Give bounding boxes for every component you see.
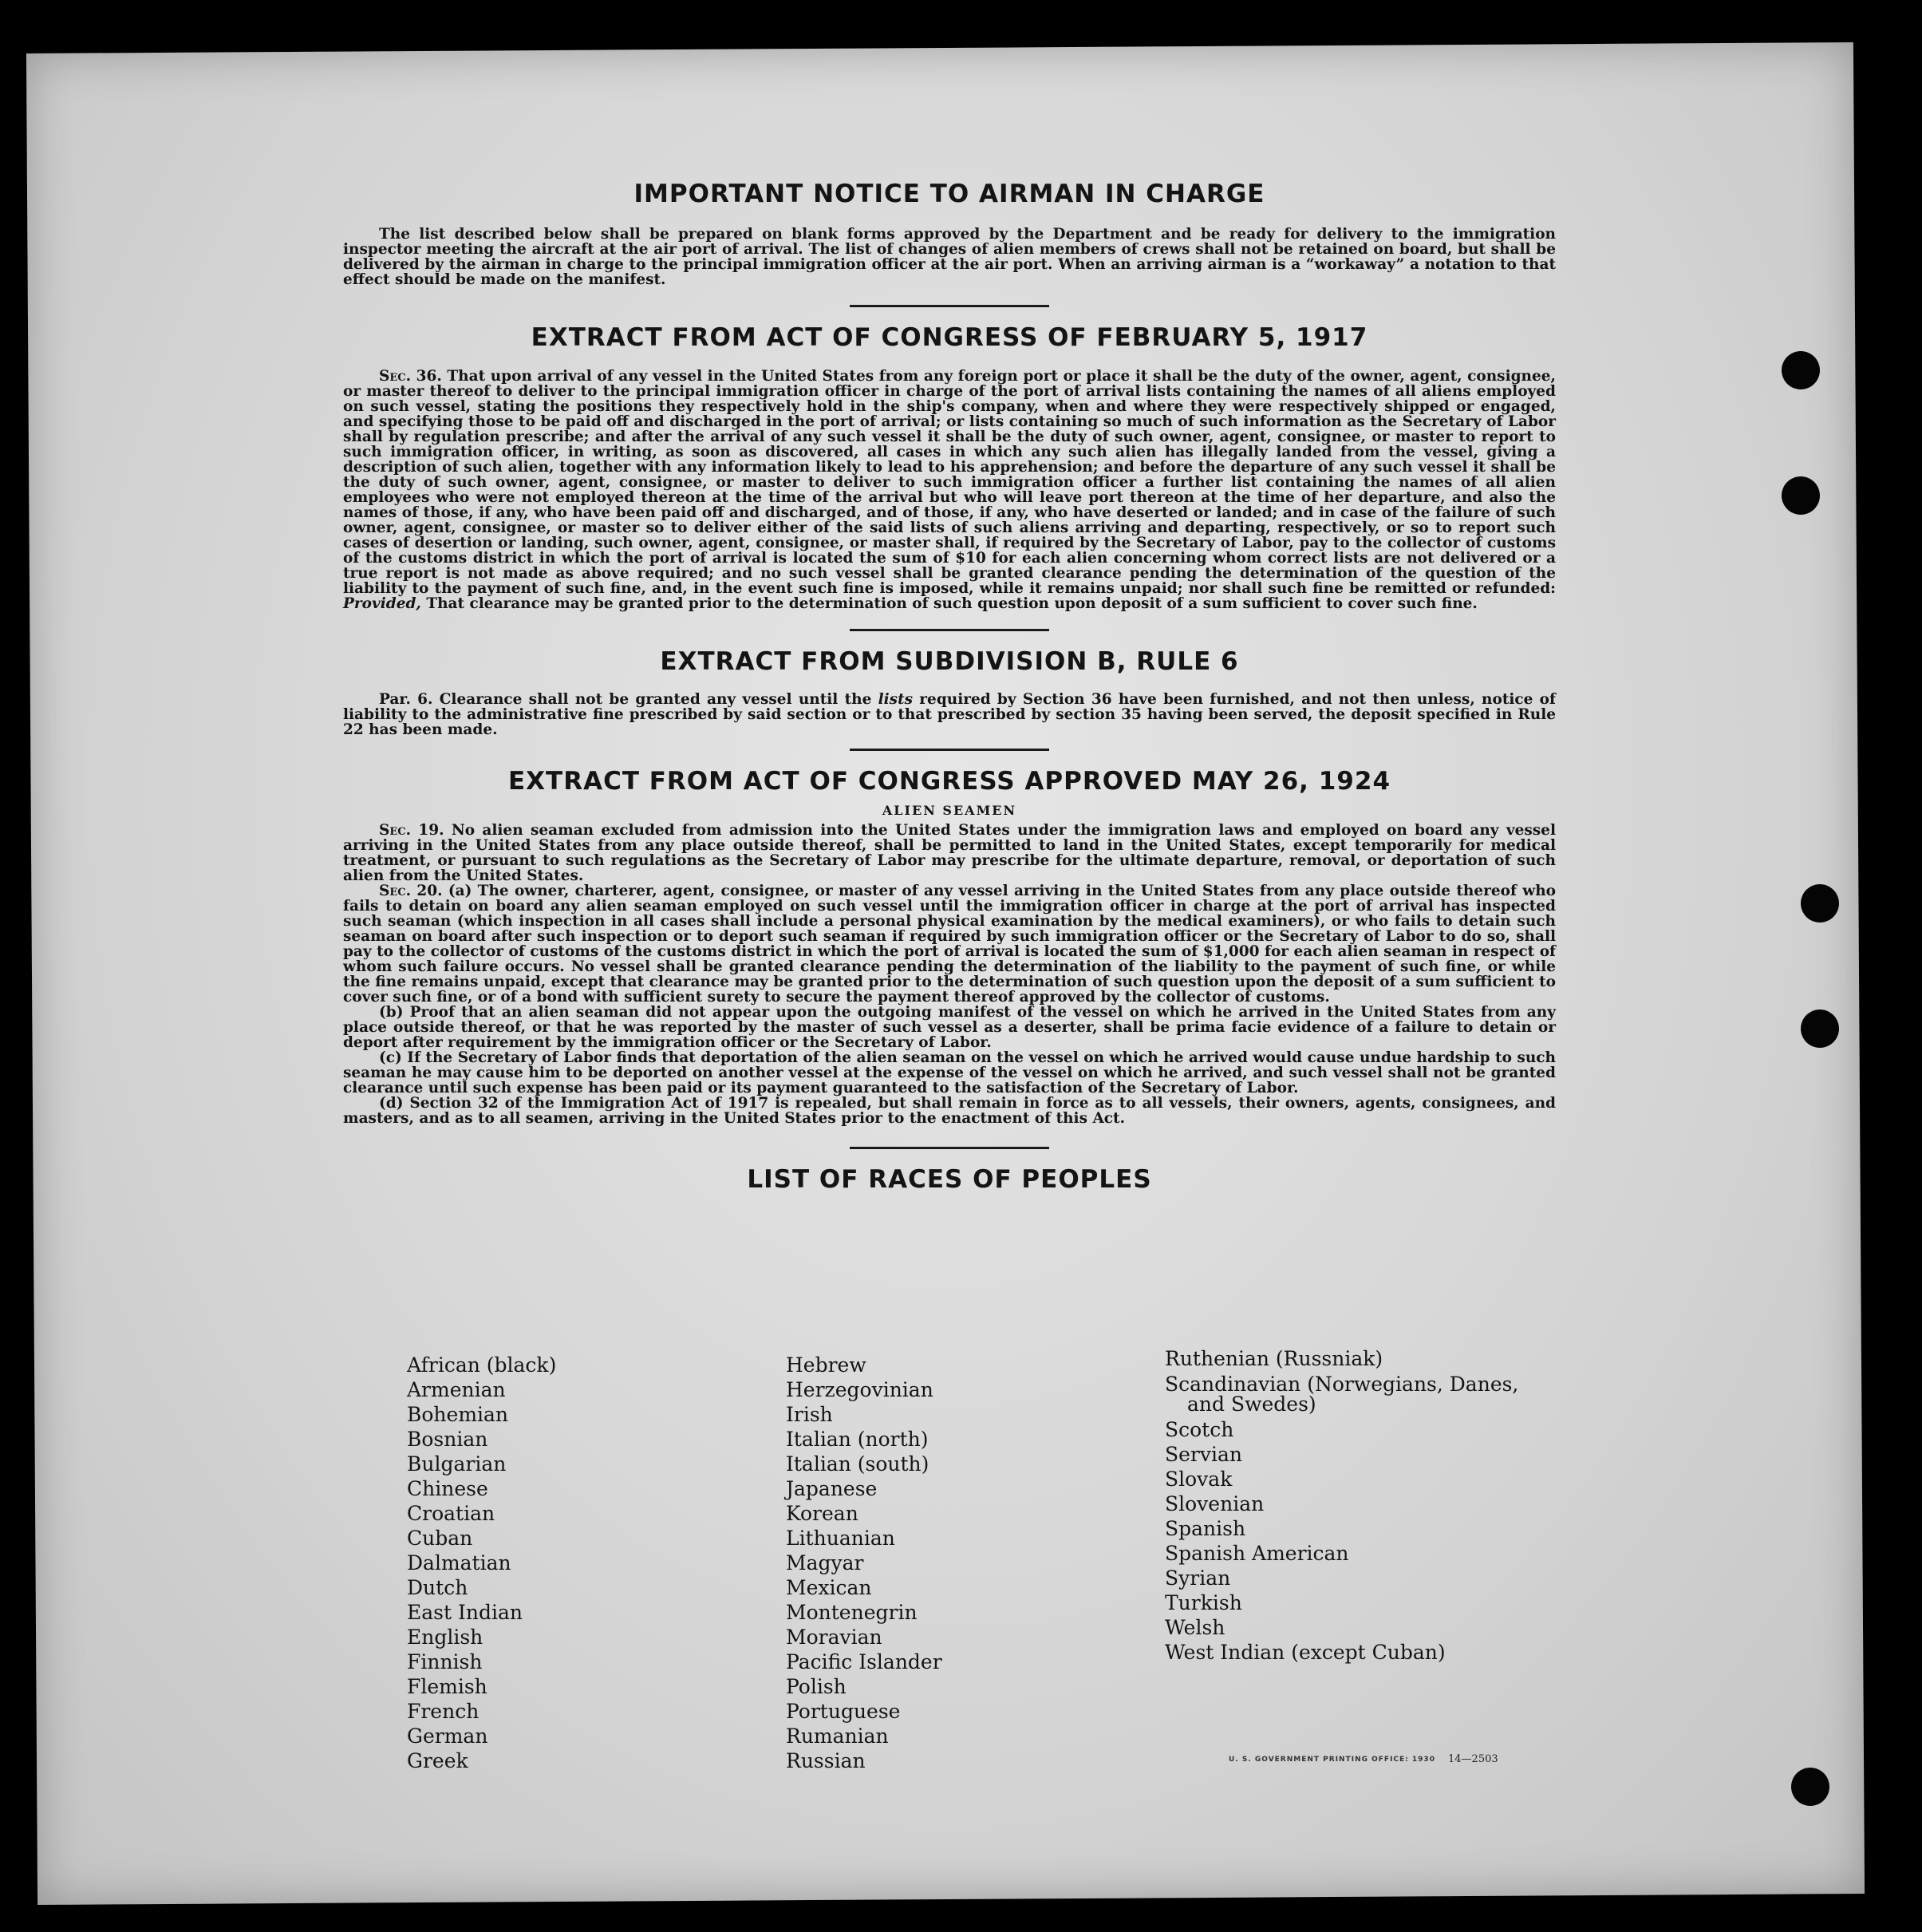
- race-item: Croatian: [407, 1502, 495, 1525]
- rule6-lists-word: lists: [878, 690, 914, 708]
- race-item: Montenegrin: [786, 1601, 918, 1624]
- race-item: West Indian (except Cuban): [1165, 1641, 1446, 1664]
- race-item: East Indian: [407, 1601, 523, 1624]
- extract-rule6-title: EXTRACT FROM SUBDIVISION B, RULE 6: [660, 647, 1239, 677]
- race-item: Finnish: [407, 1650, 483, 1673]
- section-divider: [850, 1147, 1049, 1149]
- race-item: Japanese: [786, 1477, 878, 1500]
- race-item: Bulgarian: [407, 1452, 507, 1476]
- races-list: [407, 1347, 1604, 1773]
- section-divider: [850, 629, 1049, 631]
- race-item: Greek: [407, 1749, 468, 1772]
- section-divider: [850, 749, 1049, 751]
- race-item: Polish: [786, 1675, 847, 1698]
- race-item: Spanish American: [1165, 1542, 1349, 1565]
- extract-1924-title: EXTRACT FROM ACT OF CONGRESS APPROVED MAY 26, 1924: [507, 766, 1391, 796]
- binder-hole-2: [1782, 476, 1820, 515]
- races-title: LIST OF RACES OF PEOPLES: [747, 1164, 1152, 1194]
- sec36-label: Sec. 36.: [379, 368, 442, 385]
- race-item: Rumanian: [786, 1725, 889, 1748]
- race-item: Irish: [786, 1403, 833, 1426]
- sec36-text: That upon arrival of any vessel in the United States from any foreign port or place it shall be the duty of the owner, agent, consignee, or master thereof to deliver to the principal immigration officer in charge of the port of arrival lists containing the names of all aliens employed on such vessel, stating the positions they respectively hold in the ship's company, when and where they were respectively shipped or engaged, and specifying those to be paid off and discharged in the port of arrival; or lists containing so much of such information as the Secretary of Labor shall by regulation prescribe; and after the arrival of any such vessel it shall be the duty of such owner, agent, consignee, or master to report to such immigration officer, in writing, as soon as discovered, all cases in which any such alien has illegally landed from the vessel, giving a description of such alien, together with any information likely to lead to his apprehension; and before the departure of any such vessel it shall be the duty of such owner, agent, consignee, or master to deliver to such immigration officer a further list containing the names of all alien employees who were not employed thereon at the time of the arrival but who will leave port thereon at the time of her departure, and also the names of those, if any, who have been paid off and discharged, and of those, if any, who have deserted or landed; and in case of the failure of such owner, agent, consignee, or master so to deliver either of the said lists of such aliens arriving and departing, respectively, or so to report such cases of desertion or landing, such owner, agent, consignee, or master shall, if required by the Secretary of Labor, pay to the collector of customs of the customs district in which the port of arrival is located the sum of $10 for each alien concerning whom correct lists are not delivered or a true report is not made as above required; and no such vessel shall be granted clearance pending the determination of the question of the liability to the payment of such fine, and, in the event such fine is imposed, while it remains unpaid; nor shall such fine be remitted or refunded:: [343, 368, 1556, 598]
- race-item: Moravian: [786, 1626, 882, 1649]
- binder-hole-5: [1791, 1768, 1829, 1806]
- race-item: Korean: [786, 1502, 858, 1525]
- sec19-label: Sec. 19.: [379, 821, 444, 839]
- sec20c-paragraph: (c) If the Secretary of Labor finds that deportation of the alien seaman on the vessel on which he arrived would cause undue hardship to such seaman he may cause him to be deported on another vessel at the expense of the vessel on which he arrived, and such vessel shall not be granted clearance until such expense has been paid or its payment guaranteed to the satisfaction of the Secretary of Labor.: [343, 1049, 1556, 1096]
- printer-imprint: U. S. GOVERNMENT PRINTING OFFICE: 1930: [1229, 1756, 1435, 1764]
- race-item: Cuban: [407, 1527, 473, 1550]
- extract-1917-body: [343, 369, 1556, 611]
- race-item: Spanish: [1165, 1517, 1246, 1540]
- rule6-text-before: Par. 6. Clearance shall not be granted any vessel until the: [379, 690, 872, 708]
- document-body: [343, 180, 1556, 1195]
- race-item: Turkish: [1165, 1591, 1242, 1614]
- races-column-2: [786, 1353, 1165, 1773]
- rule6-text-after: required by Section 36 have been furnished, and not then unless, notice of liability to the administrative fine prescribed by said section or to that prescribed by section 35 having been served, the deposit specified in Rule 22 has been made.: [343, 690, 1556, 738]
- race-item: Russian: [786, 1749, 866, 1772]
- race-item: Bosnian: [407, 1428, 488, 1451]
- sec20a-paragraph: [343, 883, 1556, 1005]
- race-item: Dutch: [407, 1576, 468, 1599]
- races-column-3: [1165, 1346, 1544, 1773]
- race-item: Herzegovinian: [786, 1378, 933, 1401]
- extract-1917-title: EXTRACT FROM ACT OF CONGRESS OF FEBRUARY 5, 1917: [531, 323, 1368, 353]
- sec20a-text: (a) The owner, charterer, agent, consignee, or master of any vessel arriving in the United States from any place outside thereof who fails to detain on board any alien seaman employed on such vessel until the immigration officer in charge at the port of arrival has inspected such seaman (which inspection in all cases shall include a personal physical examination by the medical examiners), or who fails to detain such seaman on board after such inspection or to deport such seaman if required by such immigration officer or the Secretary of Labor to do so, shall pay to the collector of customs of the customs district in which the port of arrival is located the sum of $1,000 for each alien seaman in respect of whom such failure occurs. No vessel shall be granted clearance pending the determination of the liability to the payment of such fine, or while the fine remains unpaid, except that clearance may be granted prior to the determination of such question upon the deposit of a sum sufficient to cover such fine, or of a bond with sufficient surety to secure the payment thereof approved by the collector of customs.: [343, 882, 1556, 1006]
- race-item-continuation: and Swedes): [1187, 1393, 1316, 1416]
- race-item: Magyar: [786, 1551, 864, 1574]
- race-item: Hebrew: [786, 1353, 866, 1377]
- sec20b-paragraph: (b) Proof that an alien seaman did not appear upon the outgoing manifest of the vessel on which he arrived in the United States from any place outside thereof, or that he was reported by the master of such vessel as a deserter, shall be prima facie evidence of a failure to detain or deport after requirement by the immigration officer or the Secretary of Labor.: [343, 1003, 1556, 1051]
- binder-hole-1: [1782, 351, 1820, 389]
- binder-hole-3: [1801, 884, 1839, 923]
- extract-rule6-body: [343, 692, 1556, 737]
- binder-hole-4: [1801, 1009, 1839, 1048]
- sec20d-paragraph: (d) Section 32 of the Immigration Act of 1917 is repealed, but shall remain in force as to all vessels, their owners, agents, consignees, and masters, and as to all seamen, arriving in the United States prior to the enactment of this Act.: [343, 1094, 1556, 1127]
- proviso-label: Provided,: [343, 595, 421, 613]
- race-item: Slovenian: [1165, 1492, 1265, 1515]
- race-item: Pacific Islander: [786, 1650, 942, 1673]
- alien-seamen-subtitle: ALIEN SEAMEN: [882, 802, 1017, 818]
- race-item: Syrian: [1165, 1567, 1231, 1590]
- race-item: Scandinavian (Norwegians, Danes,: [1165, 1373, 1519, 1396]
- sec19-text: No alien seaman excluded from admission into the United States under the immigration laws and employed on board any vessel arriving in the United States from any place outside thereof, shall be permitted to land in the United States, except temporarily for medical treatment, or pursuant to such regulations as the Secretary of Labor may prescribe for the ultimate departure, removal, or deportation of such alien from the United States.: [343, 821, 1556, 884]
- race-item: Chinese: [407, 1477, 488, 1500]
- race-item: Italian (south): [786, 1452, 929, 1476]
- section-divider: [850, 305, 1049, 307]
- race-item: English: [407, 1626, 483, 1649]
- races-column-1: [407, 1353, 786, 1773]
- race-item: Portuguese: [786, 1700, 901, 1723]
- notice-body: The list described below shall be prepared on blank forms approved by the Department and be ready for delivery to the immigration inspector meeting the aircraft at the air port of arrival. The list of changes of alien members of crews shall not be retained on board, but shall be delivered by the airman in charge to the principal immigration officer at the air port. When an arriving airman is a “workaway” a notation to that effect should be made on the manifest.: [343, 226, 1556, 289]
- race-item: German: [407, 1725, 488, 1748]
- race-item: Scotch: [1165, 1418, 1234, 1441]
- proviso-text: That clearance may be granted prior to the determination of such question upon deposit of a sum sufficient to cover such fine.: [426, 595, 1478, 613]
- race-item: Italian (north): [786, 1428, 929, 1451]
- race-item: French: [407, 1700, 480, 1723]
- sec20-label: Sec. 20.: [379, 882, 443, 899]
- race-item: Ruthenian (Russniak): [1165, 1347, 1383, 1370]
- race-item: Servian: [1165, 1443, 1242, 1466]
- race-item: Lithuanian: [786, 1527, 895, 1550]
- race-item: Flemish: [407, 1675, 487, 1698]
- race-item: Bohemian: [407, 1403, 509, 1426]
- sec19-paragraph: [343, 823, 1556, 883]
- form-number: 14—2503: [1448, 1753, 1498, 1765]
- race-item: Armenian: [407, 1378, 506, 1401]
- race-item: African (black): [407, 1353, 557, 1377]
- race-item: Slovak: [1165, 1468, 1233, 1491]
- race-item: Mexican: [786, 1576, 872, 1599]
- race-item: Welsh: [1165, 1616, 1225, 1639]
- race-item: Dalmatian: [407, 1551, 511, 1574]
- notice-title: IMPORTANT NOTICE TO AIRMAN IN CHARGE: [633, 180, 1265, 208]
